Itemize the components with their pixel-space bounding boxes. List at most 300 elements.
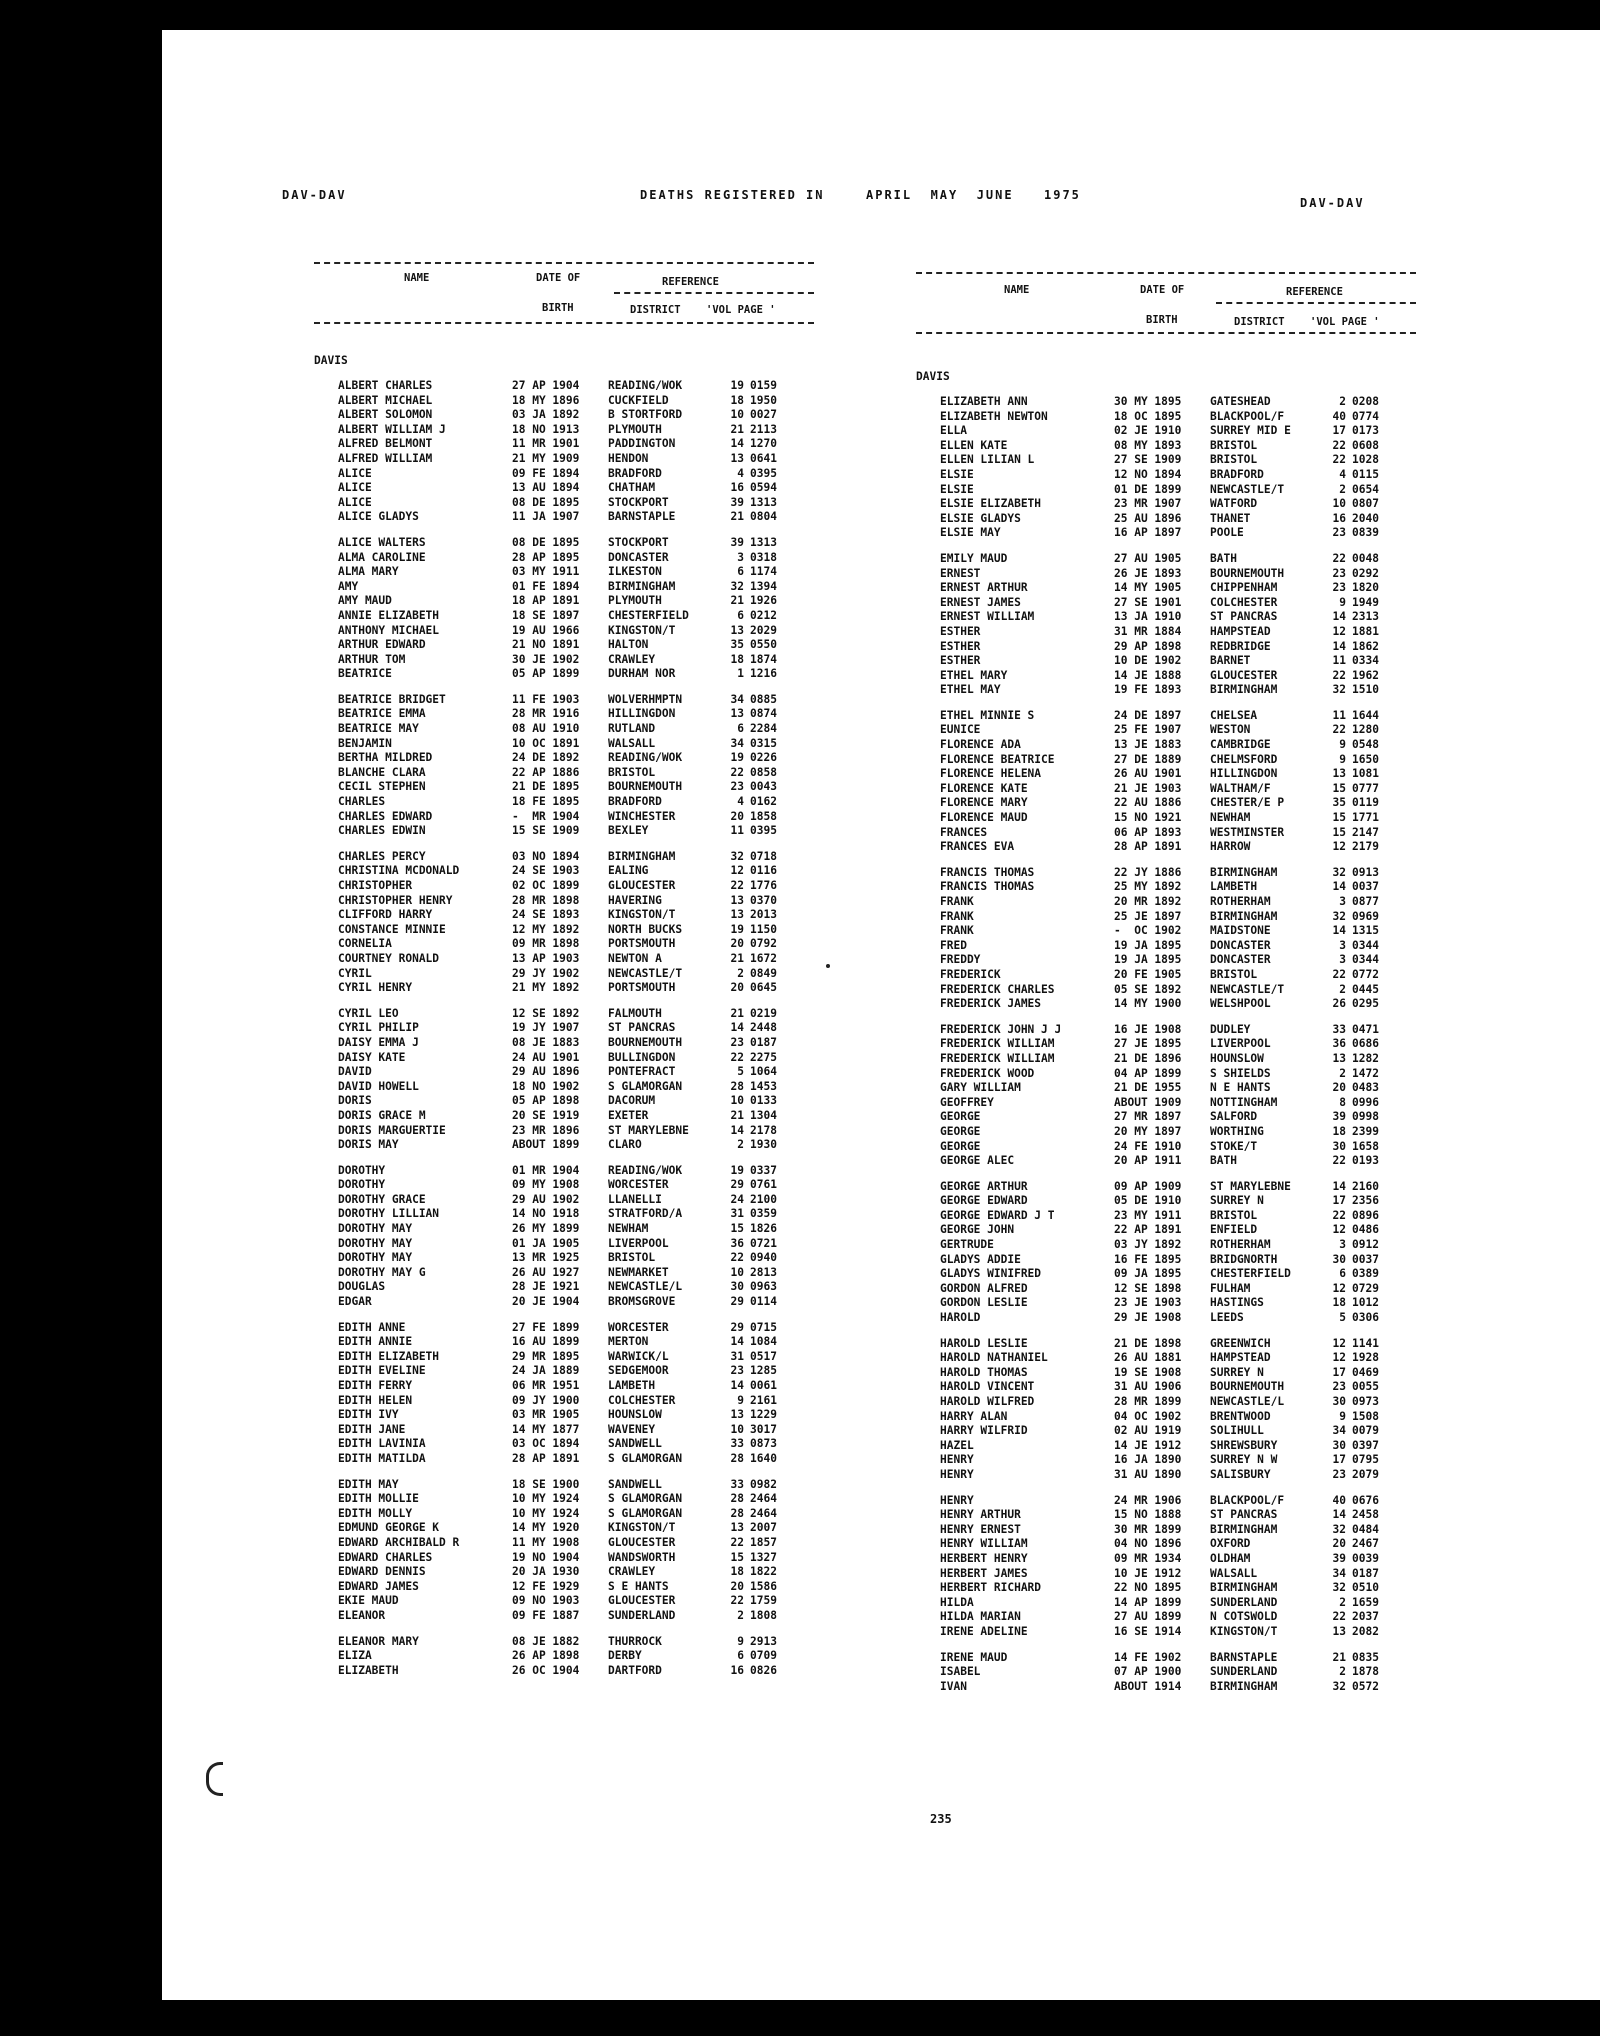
- entry-name: DOROTHY MAY: [338, 1251, 413, 1265]
- entry-row: [916, 1125, 1416, 1140]
- entry-district: CHELMSFORD: [1210, 752, 1278, 766]
- entry-row: [314, 766, 814, 781]
- header-vol-page: 'VOL PAGE ': [706, 304, 776, 316]
- entry-row: [916, 395, 1416, 410]
- entry-page: 1313: [750, 535, 777, 549]
- entry-volume: 12: [1332, 624, 1346, 638]
- entry-birth-date: 24 SE 1893: [512, 908, 580, 922]
- entry-page: 1327: [750, 1550, 777, 1564]
- entry-birth-date: 26 OC 1904: [512, 1663, 580, 1677]
- entry-district: BROMSGROVE: [608, 1295, 676, 1309]
- entry-district: POOLE: [1210, 526, 1244, 540]
- entry-row: [916, 526, 1416, 541]
- entry-name: COURTNEY RONALD: [338, 951, 440, 965]
- entry-birth-date: 01 DE 1899: [1114, 482, 1182, 496]
- entry-district: NEWCASTLE/T: [608, 966, 683, 980]
- entry-birth-date: 18 NO 1913: [512, 422, 580, 436]
- entry-district: ST PANCRAS: [1210, 1508, 1278, 1522]
- entry-page: 0395: [750, 824, 777, 838]
- entry-birth-date: 04 AP 1899: [1114, 1066, 1182, 1080]
- entry-volume: 33: [1332, 1022, 1346, 1036]
- entry-birth-date: 23 MR 1896: [512, 1123, 580, 1137]
- entry-row: [916, 1023, 1416, 1038]
- entry-row: [916, 1238, 1416, 1253]
- entry-row: [916, 512, 1416, 527]
- entry-volume: 12: [1332, 840, 1346, 854]
- entry-district: WELSHPOOL: [1210, 997, 1271, 1011]
- entry-row: [916, 782, 1416, 797]
- entry-name: FREDERICK WOOD: [940, 1066, 1035, 1080]
- entry-district: BOURNEMOUTH: [1210, 566, 1285, 580]
- entry-row: [916, 968, 1416, 983]
- entry-district: ILKESTON: [608, 565, 662, 579]
- entry-row: [314, 810, 814, 825]
- entry-volume: 13: [730, 451, 744, 465]
- entry-birth-date: 26 AU 1881: [1114, 1351, 1182, 1365]
- entry-name: FLORENCE KATE: [940, 781, 1028, 795]
- entry-page: 0517: [750, 1349, 777, 1363]
- entry-name: DOROTHY MAY G: [338, 1265, 426, 1279]
- entry-volume: 10: [730, 408, 744, 422]
- entry-name: ARTHUR TOM: [338, 652, 406, 666]
- entry-volume: 32: [1332, 1581, 1346, 1595]
- entry-district: BOURNEMOUTH: [1210, 1380, 1285, 1394]
- entry-page: 0469: [1352, 1365, 1379, 1379]
- entry-district: KINGSTON/T: [608, 908, 676, 922]
- entry-district: ST PANCRAS: [608, 1021, 676, 1035]
- entry-name: IRENE MAUD: [940, 1650, 1008, 1664]
- entry-district: WINCHESTER: [608, 809, 676, 823]
- entry-volume: 2: [1339, 395, 1346, 408]
- entry-row: [314, 1565, 814, 1580]
- entry-birth-date: 20 FE 1905: [1114, 967, 1182, 981]
- column-header: [916, 270, 1416, 340]
- entry-page: 0048: [1352, 551, 1379, 565]
- entry-page: 1141: [1352, 1336, 1379, 1350]
- entry-page: 1012: [1352, 1296, 1379, 1310]
- entry-name: ELLEN LILIAN L: [940, 453, 1035, 467]
- entry-group: [314, 536, 814, 682]
- entry-row: [916, 567, 1416, 582]
- entry-page: 2161: [750, 1393, 777, 1407]
- entry-page: 1084: [750, 1335, 777, 1349]
- entry-birth-date: 28 JE 1921: [512, 1280, 580, 1294]
- entry-birth-date: ABOUT 1899: [512, 1138, 580, 1152]
- entry-volume: 19: [730, 751, 744, 765]
- entry-page: 0334: [1352, 654, 1379, 668]
- entry-birth-date: 21 DE 1896: [1114, 1051, 1182, 1065]
- entry-birth-date: 21 MY 1892: [512, 981, 580, 995]
- entry-name: CYRIL LEO: [338, 1006, 399, 1020]
- entry-page: 1650: [1352, 752, 1379, 766]
- entry-row: [916, 468, 1416, 483]
- entry-district: SURREY N W: [1210, 1453, 1278, 1467]
- entry-birth-date: 28 AP 1895: [512, 550, 580, 564]
- entry-row: [314, 638, 814, 653]
- entry-birth-date: 11 FE 1903: [512, 692, 580, 706]
- entry-district: SOLIHULL: [1210, 1424, 1264, 1438]
- entry-row: [916, 1410, 1416, 1425]
- entry-page: 0885: [750, 692, 777, 706]
- entry-birth-date: 24 JA 1889: [512, 1364, 580, 1378]
- entry-birth-date: 22 AP 1891: [1114, 1223, 1182, 1237]
- entry-page: 0874: [750, 707, 777, 721]
- entry-name: GEORGE EDWARD: [940, 1194, 1028, 1208]
- entry-row: [916, 1453, 1416, 1468]
- entry-page: 0686: [1352, 1037, 1379, 1051]
- entry-volume: 31: [730, 1349, 744, 1363]
- entry-district: DONCASTER: [1210, 953, 1271, 967]
- entry-name: GEOFFREY: [940, 1095, 994, 1109]
- entry-page: 2160: [1352, 1179, 1379, 1193]
- entry-page: 0043: [750, 780, 777, 794]
- entry-row: [916, 1140, 1416, 1155]
- entry-page: 0486: [1352, 1223, 1379, 1237]
- entry-row: [916, 1439, 1416, 1454]
- entry-birth-date: 01 MR 1904: [512, 1163, 580, 1177]
- entry-row: [314, 1036, 814, 1051]
- entry-volume: 13: [730, 893, 744, 907]
- entry-district: ENFIELD: [1210, 1223, 1258, 1237]
- entry-page: 2007: [750, 1521, 777, 1535]
- entry-volume: 17: [1332, 1194, 1346, 1208]
- entry-page: 1510: [1352, 683, 1379, 697]
- entry-volume: 6: [737, 722, 744, 736]
- entry-row: [916, 895, 1416, 910]
- entry-birth-date: 31 MR 1884: [1114, 624, 1182, 638]
- entry-district: BIRMINGHAM: [1210, 865, 1278, 879]
- entry-name: ERNEST ARTHUR: [940, 581, 1028, 595]
- entry-birth-date: 25 JE 1897: [1114, 909, 1182, 923]
- column-header: [314, 260, 814, 330]
- entry-page: 0715: [750, 1320, 777, 1334]
- entry-birth-date: 12 MY 1892: [512, 922, 580, 936]
- entry-district: PORTSMOUTH: [608, 981, 676, 995]
- entry-birth-date: 21 DE 1898: [1114, 1336, 1182, 1350]
- entry-volume: 18: [1332, 1124, 1346, 1138]
- entry-name: ERNEST JAMES: [940, 595, 1021, 609]
- page-number: 235: [930, 1812, 952, 1826]
- entry-district: MAIDSTONE: [1210, 924, 1271, 938]
- entry-page: 0709: [750, 1649, 777, 1663]
- entry-page: 1270: [750, 437, 777, 451]
- entry-name: BEATRICE BRIDGET: [338, 692, 446, 706]
- entry-row: [916, 1537, 1416, 1552]
- entry-volume: 10: [730, 1094, 744, 1108]
- entry-volume: 29: [730, 1320, 744, 1334]
- entry-birth-date: 16 FE 1895: [1114, 1252, 1182, 1266]
- entry-row: [314, 1109, 814, 1124]
- entry-district: WORCESTER: [608, 1320, 669, 1334]
- entry-row: [314, 1124, 814, 1139]
- entry-district: DACORUM: [608, 1094, 656, 1108]
- entry-name: FREDERICK WILLIAM: [940, 1051, 1055, 1065]
- entry-volume: 13: [730, 1408, 744, 1422]
- entry-volume: 12: [1332, 1223, 1346, 1237]
- entry-name: ALFRED WILLIAM: [338, 451, 433, 465]
- entry-birth-date: 27 DE 1889: [1114, 752, 1182, 766]
- entry-row: [916, 669, 1416, 684]
- entry-page: 0061: [750, 1379, 777, 1392]
- entry-district: COLCHESTER: [608, 1393, 676, 1407]
- entry-name: EUNICE: [940, 723, 981, 737]
- entry-page: 0804: [750, 510, 777, 524]
- header-district: DISTRICT: [1234, 316, 1285, 328]
- entry-row: [314, 1507, 814, 1522]
- entry-page: 1313: [750, 495, 777, 509]
- entry-birth-date: 28 MR 1898: [512, 893, 580, 907]
- entry-volume: 4: [1339, 467, 1346, 481]
- entry-name: CHARLES EDWIN: [338, 824, 426, 838]
- entry-district: READING/WOK: [608, 1163, 683, 1177]
- entry-district: WARWICK/L: [608, 1349, 669, 1363]
- entry-row: [314, 908, 814, 923]
- entry-district: SURREY N: [1210, 1365, 1264, 1379]
- entry-row: [314, 1452, 814, 1467]
- entry-volume: 20: [730, 937, 744, 951]
- entry-row: [916, 709, 1416, 724]
- entry-birth-date: 09 MR 1934: [1114, 1551, 1182, 1565]
- header-district: DISTRICT: [630, 304, 681, 316]
- entry-name: CHRISTOPHER: [338, 879, 413, 892]
- entry-district: NEWHAM: [1210, 811, 1251, 825]
- entry-district: FULHAM: [1210, 1281, 1251, 1295]
- entry-birth-date: 07 AP 1900: [1114, 1665, 1182, 1679]
- entry-birth-date: 09 JY 1900: [512, 1393, 580, 1407]
- entry-row: [916, 1223, 1416, 1238]
- entry-page: 1776: [750, 879, 777, 892]
- entry-volume: 22: [1332, 551, 1346, 565]
- entry-row: [314, 879, 814, 894]
- entry-name: ALICE: [338, 466, 372, 480]
- entry-district: BRISTOL: [608, 765, 656, 779]
- entry-volume: 14: [730, 1335, 744, 1349]
- entry-birth-date: 08 JE 1882: [512, 1634, 580, 1648]
- entry-name: ESTHER: [940, 654, 981, 668]
- entry-district: S GLAMORGAN: [608, 1079, 683, 1093]
- entry-volume: 40: [1332, 1493, 1346, 1507]
- entry-row: [916, 1267, 1416, 1282]
- entry-name: CHRISTINA MCDONALD: [338, 864, 460, 878]
- entry-birth-date: 14 MY 1905: [1114, 581, 1182, 595]
- entry-page: 1174: [750, 565, 777, 579]
- entry-page: 0548: [1352, 738, 1379, 752]
- entry-name: DAVID: [338, 1065, 372, 1079]
- entry-district: DURHAM NOR: [608, 667, 676, 681]
- header-birth: BIRTH: [542, 302, 574, 314]
- entry-row: [314, 536, 814, 551]
- entry-name: AMY: [338, 579, 359, 593]
- entry-page: 0973: [1352, 1395, 1379, 1408]
- entry-row: [314, 496, 814, 511]
- entry-district: S E HANTS: [608, 1579, 669, 1593]
- entry-page: 0337: [750, 1163, 777, 1177]
- entry-district: OLDHAM: [1210, 1551, 1251, 1565]
- entry-row: [916, 1610, 1416, 1625]
- entry-volume: 13: [730, 623, 744, 637]
- entry-name: DOROTHY: [338, 1178, 386, 1192]
- entry-volume: 36: [730, 1236, 744, 1250]
- entry-name: BERTHA MILDRED: [338, 751, 433, 765]
- entry-row: [916, 1680, 1416, 1695]
- entry-name: ELSIE GLADYS: [940, 511, 1021, 525]
- entry-district: BIRMINGHAM: [608, 849, 676, 863]
- entry-volume: 22: [730, 879, 744, 892]
- entry-district: WESTMINSTER: [1210, 825, 1285, 839]
- entry-name: BEATRICE: [338, 667, 392, 681]
- page-code-right: DAV-DAV: [1300, 196, 1365, 210]
- page-period: APRIL MAY JUNE: [866, 188, 1014, 202]
- entry-name: ELSIE ELIZABETH: [940, 497, 1042, 511]
- entry-volume: 10: [1332, 497, 1346, 511]
- entry-birth-date: 29 AP 1898: [1114, 639, 1182, 653]
- entry-district: BRADFORD: [1210, 467, 1264, 481]
- entry-name: HARRY ALAN: [940, 1409, 1008, 1423]
- entry-birth-date: 16 SE 1914: [1114, 1624, 1182, 1638]
- entry-page: 0873: [750, 1437, 777, 1451]
- entry-page: 1644: [1352, 708, 1379, 722]
- entry-district: FALMOUTH: [608, 1006, 662, 1020]
- entry-name: ISABEL: [940, 1665, 981, 1679]
- entry-volume: 23: [730, 1364, 744, 1378]
- entry-name: HENRY: [940, 1453, 974, 1467]
- entry-name: ALICE: [338, 481, 372, 495]
- entry-page: 0858: [750, 765, 777, 779]
- entry-district: WAVENEY: [608, 1422, 656, 1436]
- entry-name: ELIZABETH ANN: [940, 395, 1028, 408]
- entry-birth-date: ABOUT 1914: [1114, 1679, 1182, 1693]
- entry-birth-date: 31 AU 1890: [1114, 1467, 1182, 1481]
- entry-row: [314, 609, 814, 624]
- entry-birth-date: 13 AU 1894: [512, 481, 580, 495]
- entry-birth-date: 14 MY 1900: [1114, 997, 1182, 1011]
- entry-row: [916, 1552, 1416, 1567]
- entry-birth-date: 10 OC 1891: [512, 736, 580, 750]
- entry-name: ALICE: [338, 495, 372, 509]
- entry-volume: 12: [1332, 1281, 1346, 1295]
- entry-birth-date: 20 MY 1897: [1114, 1124, 1182, 1138]
- entry-page: 0982: [750, 1477, 777, 1491]
- entry-page: 0774: [1352, 409, 1379, 423]
- entry-name: ALBERT WILLIAM J: [338, 422, 446, 436]
- entry-district: KINGSTON/T: [608, 623, 676, 637]
- entry-row: [314, 967, 814, 982]
- entry-volume: 14: [1332, 880, 1346, 894]
- entry-name: EDITH IVY: [338, 1408, 399, 1422]
- entry-volume: 28: [730, 1451, 744, 1465]
- entry-birth-date: 04 NO 1896: [1114, 1537, 1182, 1551]
- entry-volume: 28: [730, 1079, 744, 1093]
- entry-page: 1878: [1352, 1665, 1379, 1679]
- entry-page: 0389: [1352, 1267, 1379, 1281]
- entry-district: BIRMINGHAM: [1210, 1581, 1278, 1595]
- entry-row: [916, 625, 1416, 640]
- entry-birth-date: 18 FE 1895: [512, 795, 580, 809]
- entry-name: GORDON ALFRED: [940, 1281, 1028, 1295]
- entry-name: EMILY MAUD: [940, 551, 1008, 565]
- entry-district: BIRMINGHAM: [1210, 683, 1278, 697]
- entry-district: KINGSTON/T: [1210, 1624, 1278, 1638]
- entry-row: [916, 1596, 1416, 1611]
- entry-district: BRISTOL: [1210, 967, 1258, 981]
- entry-page: 0608: [1352, 438, 1379, 452]
- entry-name: EDITH MATILDA: [338, 1451, 426, 1465]
- entry-volume: 15: [1332, 811, 1346, 825]
- entry-district: STRATFORD/A: [608, 1207, 683, 1221]
- entry-name: IRENE ADELINE: [940, 1624, 1028, 1638]
- entry-birth-date: 25 MY 1892: [1114, 880, 1182, 894]
- entry-birth-date: 20 JE 1904: [512, 1295, 580, 1309]
- entry-row: [314, 1164, 814, 1179]
- entry-birth-date: 14 MY 1877: [512, 1422, 580, 1436]
- entry-name: EKIE MAUD: [338, 1594, 399, 1608]
- entry-district: KINGSTON/T: [608, 1521, 676, 1535]
- entry-district: LIVERPOOL: [608, 1236, 669, 1250]
- entry-name: CLIFFORD HARRY: [338, 908, 433, 922]
- entry-row: [314, 437, 814, 452]
- entry-birth-date: 14 FE 1902: [1114, 1650, 1182, 1664]
- entry-name: HAROLD LESLIE: [940, 1336, 1028, 1350]
- entry-district: EXETER: [608, 1108, 649, 1122]
- entry-district: SUNDERLAND: [1210, 1595, 1278, 1609]
- entry-birth-date: 29 JE 1908: [1114, 1311, 1182, 1325]
- entry-row: [916, 1194, 1416, 1209]
- entry-page: 0572: [1352, 1679, 1379, 1693]
- entry-district: GREENWICH: [1210, 1336, 1271, 1350]
- entry-district: DONCASTER: [608, 550, 669, 564]
- entry-page: 0676: [1352, 1493, 1379, 1507]
- header-name: NAME: [404, 272, 430, 284]
- entry-page: 0119: [1352, 796, 1379, 810]
- entry-district: MERTON: [608, 1335, 649, 1349]
- entry-page: 2013: [750, 908, 777, 922]
- entry-row: [314, 1521, 814, 1536]
- entry-page: 2313: [1352, 610, 1379, 624]
- entry-page: 0187: [750, 1035, 777, 1049]
- entry-page: 1808: [750, 1608, 777, 1622]
- entry-page: 0344: [1352, 953, 1379, 967]
- entry-page: 0969: [1352, 909, 1379, 923]
- entry-birth-date: 24 DE 1892: [512, 751, 580, 765]
- entry-row: [314, 1080, 814, 1095]
- entry-district: GLOUCESTER: [608, 1594, 676, 1608]
- entry-birth-date: 22 NO 1895: [1114, 1581, 1182, 1595]
- entry-district: DUDLEY: [1210, 1022, 1251, 1036]
- entry-district: CHELSEA: [1210, 708, 1258, 722]
- entry-row: [314, 824, 814, 839]
- entry-row: [916, 1523, 1416, 1538]
- entry-volume: 32: [1332, 865, 1346, 879]
- entry-district: WORCESTER: [608, 1178, 669, 1192]
- entry-row: [916, 581, 1416, 596]
- entry-row: [916, 683, 1416, 698]
- entry-volume: 10: [730, 1265, 744, 1279]
- entry-name: EDITH MOLLY: [338, 1506, 413, 1520]
- entry-page: 0877: [1352, 895, 1379, 908]
- entry-name: FRANK: [940, 924, 974, 938]
- entry-page: 0212: [750, 608, 777, 622]
- entry-birth-date: 29 AU 1896: [512, 1065, 580, 1079]
- entry-row: [314, 1478, 814, 1493]
- entry-volume: 39: [730, 495, 744, 509]
- entry-volume: 28: [730, 1506, 744, 1520]
- entry-district: DONCASTER: [1210, 938, 1271, 952]
- entry-district: CHIPPENHAM: [1210, 581, 1278, 595]
- entry-name: CYRIL: [338, 966, 372, 980]
- entry-birth-date: 06 MR 1951: [512, 1379, 580, 1392]
- entry-district: BARNSTAPLE: [608, 510, 676, 524]
- entry-birth-date: 29 JY 1902: [512, 966, 580, 980]
